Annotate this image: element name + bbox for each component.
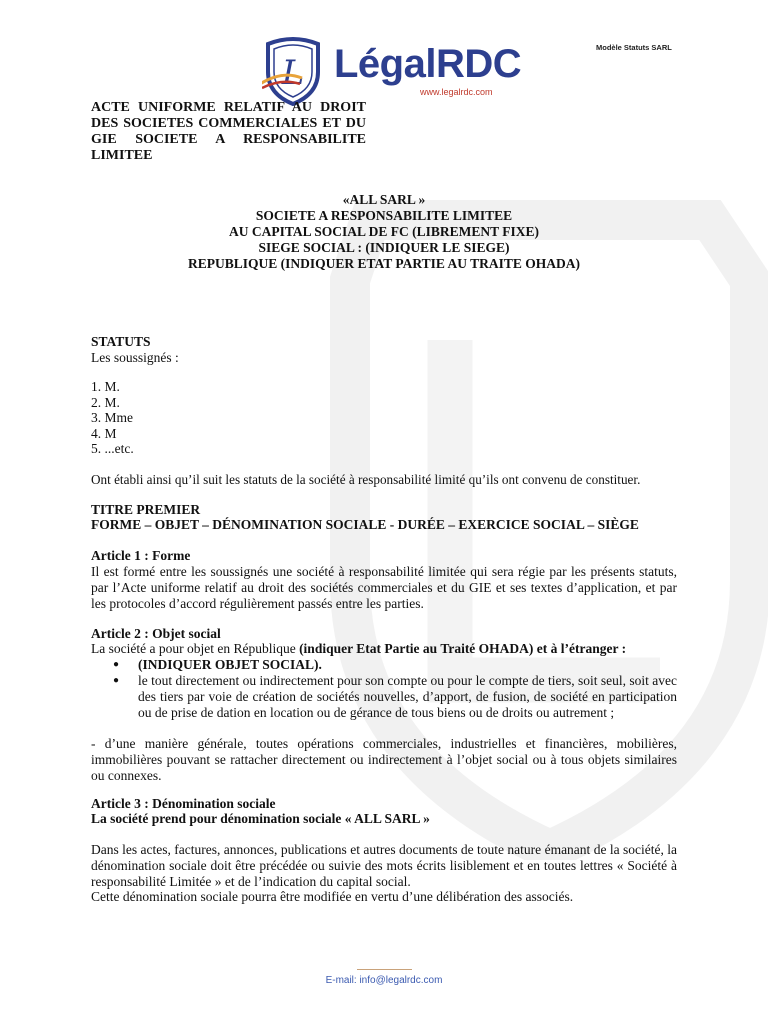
statuts-heading: STATUTS: [91, 334, 151, 349]
statuts-established: Ont établi ainsi qu’il suit les statuts de la société à responsabilité limité qu’ils ont convenu de constituer.: [91, 472, 641, 487]
article3-heading: Article 3 : Dénomination sociale: [91, 796, 276, 811]
member-4: 4. M: [91, 426, 117, 441]
article2-closing: - d’une manière générale, toutes opérations commerciales, industrielles et financières, mobilières, immobilières pouvant se rattacher directement ou indirectement à l’objet social ou à tous objets similaires ou connexes.: [91, 736, 677, 783]
footer-divider: [357, 969, 412, 970]
member-5: 5. ...etc.: [91, 441, 134, 456]
company-republique: REPUBLIQUE (INDIQUER ETAT PARTIE AU TRAITE OHADA): [187, 256, 581, 271]
brand-name: LégalRDC: [334, 42, 522, 86]
statuts-intro: Les soussignés :: [91, 350, 179, 365]
member-3: 3. Mme: [91, 410, 133, 425]
legalrdc-logo-icon: [262, 34, 324, 106]
brand-url: www.legalrdc.com: [420, 87, 493, 97]
article2-intro: La société a pour objet en République (indiquer Etat Partie au Traité OHADA) et à l’étranger :: [91, 641, 627, 656]
article2-bullet1: (INDIQUER OBJET SOCIAL).: [138, 657, 322, 672]
article1-body: Il est formé entre les soussignés une société à responsabilité limitée qui sera régie par les présents statuts, par l’Acte uniforme relatif au droit des sociétés commerciales et du GIE et ses textes d’application, et par les protocoles d’accord régulièrement passés entre les parties.: [91, 564, 677, 611]
article3-subheading: La société prend pour dénomination sociale « ALL SARL »: [91, 811, 430, 826]
titre-line2: FORME – OBJET – DÉNOMINATION SOCIALE - DURÉE – EXERCICE SOCIAL – SIÈGE: [91, 517, 639, 532]
svg-text:L: L: [281, 53, 305, 93]
company-type: SOCIETE A RESPONSABILITE LIMITEE: [255, 208, 513, 223]
model-label: Modèle Statuts SARL: [596, 43, 672, 52]
article3-body2: Cette dénomination sociale pourra être modifiée en vertu d’une délibération des associés.: [91, 889, 574, 904]
footer-email: E-mail: info@legalrdc.com: [325, 975, 443, 986]
member-2: 2. M.: [91, 395, 120, 410]
titre-line1: TITRE PREMIER: [91, 502, 201, 517]
article2-heading: Article 2 : Objet social: [91, 626, 221, 641]
member-1: 1. M.: [91, 379, 120, 394]
article3-body1: Dans les actes, factures, annonces, publications et autres documents de toute nature émanant de la société, la dénomination sociale doit être précédée ou suivie des mots écrits lisiblement et en toutes lettres « Société à responsabilité Limitée » et de l’indication du capital social.: [91, 842, 677, 889]
bullet-icon: ●: [113, 675, 120, 686]
company-siege: SIEGE SOCIAL : (INDIQUER LE SIEGE): [258, 240, 510, 255]
article1-heading: Article 1 : Forme: [91, 548, 191, 563]
bullet-icon: ●: [113, 659, 120, 670]
article2-bullet2: le tout directement ou indirectement pour son compte ou pour le compte de tiers, soit seul, soit avec des tiers par voie de création de sociétés nouvelles, d’apport, de fusion, de société en participation ou de prise de dation en location ou de gérance de tous biens ou de droits ou autrement ;: [138, 673, 677, 720]
company-name: «ALL SARL »: [342, 192, 426, 207]
acte-title: ACTE UNIFORME RELATIF AU DROIT DES SOCIETES COMMERCIALES ET DU GIE SOCIETE A RESPONSABILITE LIMITEE: [91, 100, 366, 163]
company-capital: AU CAPITAL SOCIAL DE FC (LIBREMENT FIXE): [228, 224, 540, 239]
